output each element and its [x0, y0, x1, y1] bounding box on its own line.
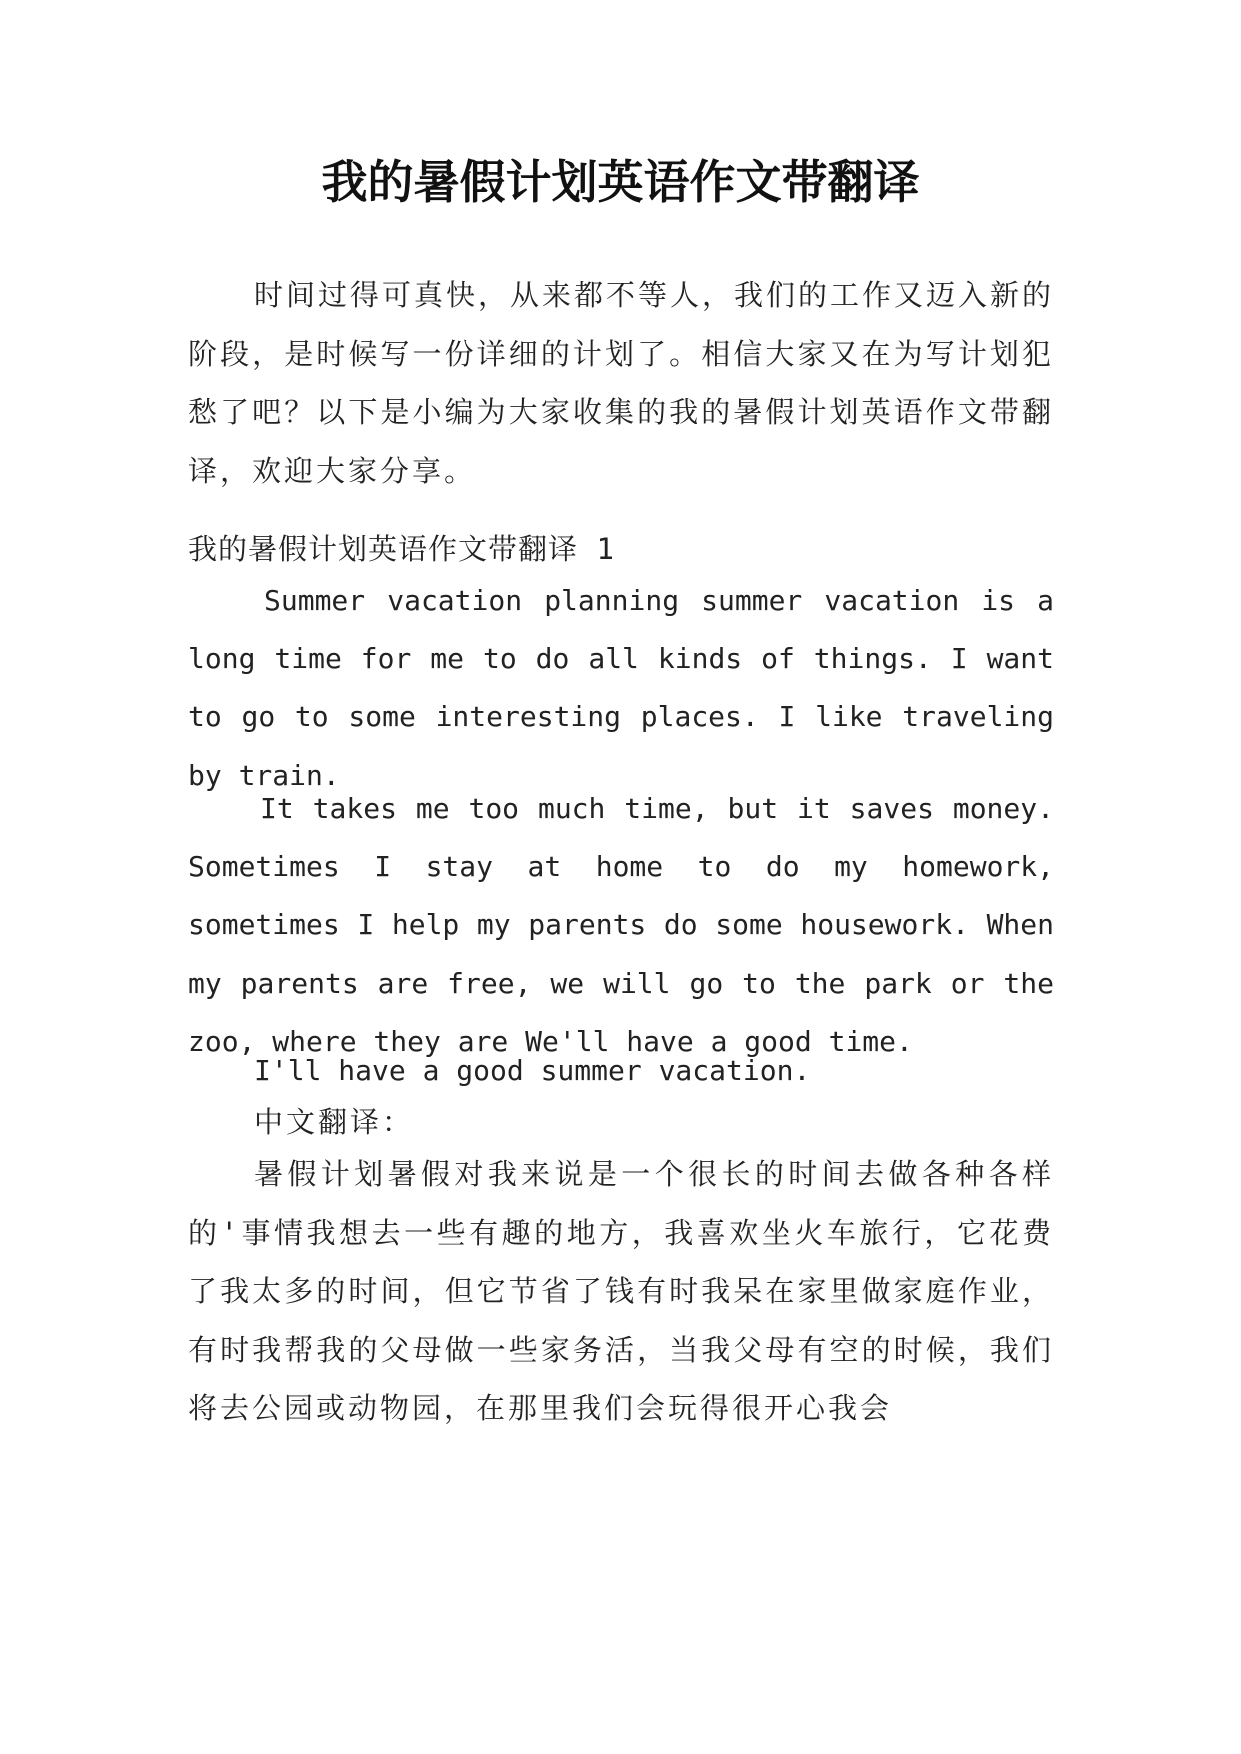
translation-label: 中文翻译： [254, 1105, 415, 1139]
english-paragraph-1: Summer vacation planning summer vacation is a long time for me to do all kinds of things. I want to go to some interesting places. I like traveling by train. [188, 584, 1054, 792]
chinese-translation-paragraph: 暑假计划暑假对我来说是一个很长的时间去做各种各样的'事情我想去一些有趣的地方，我喜欢坐火车旅行，它花费了我太多的时间，但它节省了钱有时我呆在家里做家庭作业，有时我帮我的父母做一些家务活，当我父母有空的时候，我们将去公园或动物园，在那里我们会玩得很开心我会 [188, 1157, 1054, 1425]
section-heading: 我的暑假计划英语作文带翻译 1 [188, 532, 615, 566]
document-title: 我的暑假计划英语作文带翻译 [321, 155, 920, 209]
english-paragraph-3: I'll have a good summer vacation. [254, 1054, 811, 1087]
english-paragraph-2: It takes me too much time, but it saves money. Sometimes I stay at home to do my homework, sometimes I help my parents do some housework. When my parents are free, we will go to the park or the zoo, where they are We'll have a good time. [188, 792, 1054, 1058]
intro-paragraph: 时间过得可真快，从来都不等人，我们的工作又迈入新的阶段，是时候写一份详细的计划了。相信大家又在为写计划犯愁了吧？以下是小编为大家收集的我的暑假计划英语作文带翻译，欢迎大家分享。 [188, 278, 1055, 488]
